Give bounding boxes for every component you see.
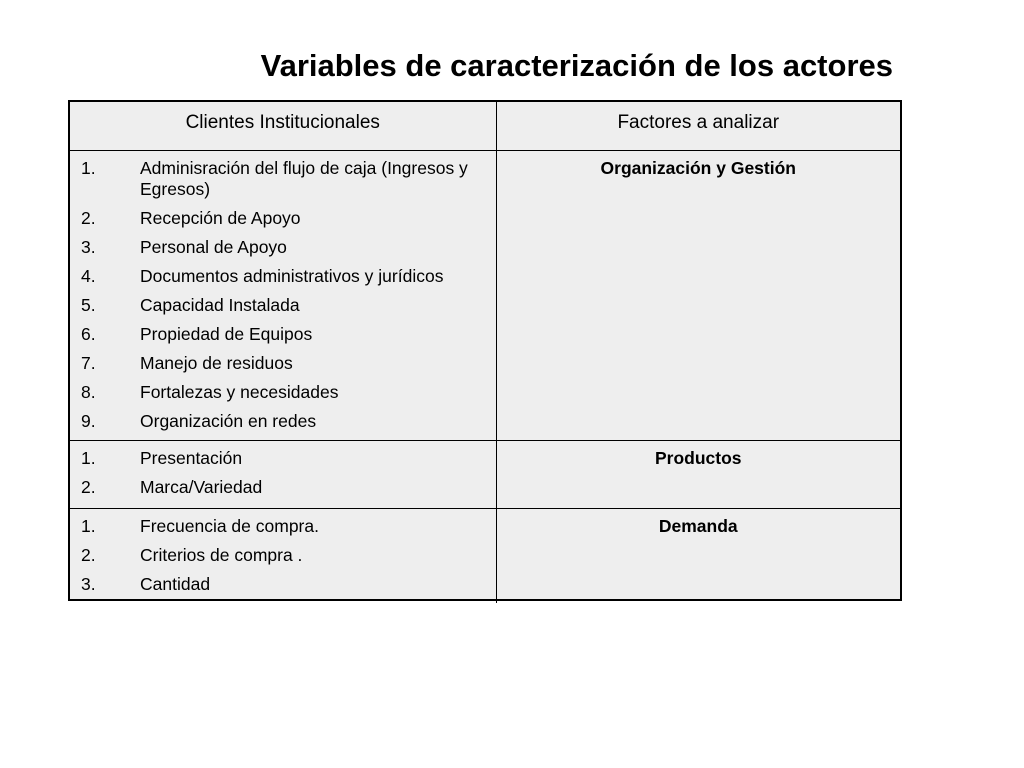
list-item	[70, 516, 492, 537]
item-number: 4.	[81, 265, 96, 286]
item-list	[70, 151, 496, 432]
list-item	[70, 158, 492, 200]
item-text: Criterios de compra .	[140, 544, 303, 565]
item-number: 9.	[81, 410, 96, 431]
item-text: Adminisración del flujo de caja (Ingresos y Egresos)	[140, 157, 468, 199]
slide-title: Variables de caracterización de los actores	[260, 48, 893, 83]
item-number: 1.	[81, 447, 96, 468]
header-clientes-institucionales: Clientes Institucionales	[70, 102, 496, 150]
item-number: 7.	[81, 352, 96, 373]
item-number: 1.	[81, 157, 96, 178]
table-row	[70, 150, 900, 440]
item-text: Manejo de residuos	[140, 352, 293, 373]
list-item	[70, 237, 492, 258]
item-text: Marca/Variedad	[140, 476, 263, 497]
item-text: Documentos administrativos y jurídicos	[140, 265, 444, 286]
item-list	[70, 441, 496, 498]
item-number: 2.	[81, 476, 96, 497]
item-number: 1.	[81, 515, 96, 536]
item-list	[70, 509, 496, 595]
list-item	[70, 266, 492, 287]
factor-organizacion-gestion: Organización y Gestión	[496, 150, 900, 440]
factor-demanda: Demanda	[496, 508, 900, 603]
item-text: Organización en redes	[140, 410, 317, 431]
table-row	[70, 508, 900, 603]
item-number: 2.	[81, 207, 96, 228]
table-row	[70, 440, 900, 508]
item-number: 5.	[81, 294, 96, 315]
list-item	[70, 448, 492, 469]
items-cell	[70, 440, 496, 508]
list-item	[70, 574, 492, 595]
items-cell	[70, 508, 496, 603]
items-cell	[70, 150, 496, 440]
list-item	[70, 324, 492, 345]
table-header-row	[70, 102, 900, 150]
list-item	[70, 208, 492, 229]
item-number: 8.	[81, 381, 96, 402]
list-item	[70, 545, 492, 566]
list-item	[70, 411, 492, 432]
item-text: Fortalezas y necesidades	[140, 381, 339, 402]
item-number: 3.	[81, 236, 96, 257]
actors-table	[70, 102, 900, 603]
item-text: Frecuencia de compra.	[140, 515, 319, 536]
list-item	[70, 353, 492, 374]
list-item	[70, 295, 492, 316]
factor-productos: Productos	[496, 440, 900, 508]
list-item	[70, 477, 492, 498]
item-text: Cantidad	[140, 573, 211, 594]
item-text: Capacidad Instalada	[140, 294, 300, 315]
item-text: Propiedad de Equipos	[140, 323, 313, 344]
item-number: 3.	[81, 573, 96, 594]
item-text: Presentación	[140, 447, 243, 468]
header-factores-a-analizar: Factores a analizar	[496, 102, 900, 150]
item-number: 2.	[81, 544, 96, 565]
item-text: Personal de Apoyo	[140, 236, 287, 257]
item-number: 6.	[81, 323, 96, 344]
item-text: Recepción de Apoyo	[140, 207, 301, 228]
list-item	[70, 382, 492, 403]
actors-table-frame	[68, 100, 902, 601]
